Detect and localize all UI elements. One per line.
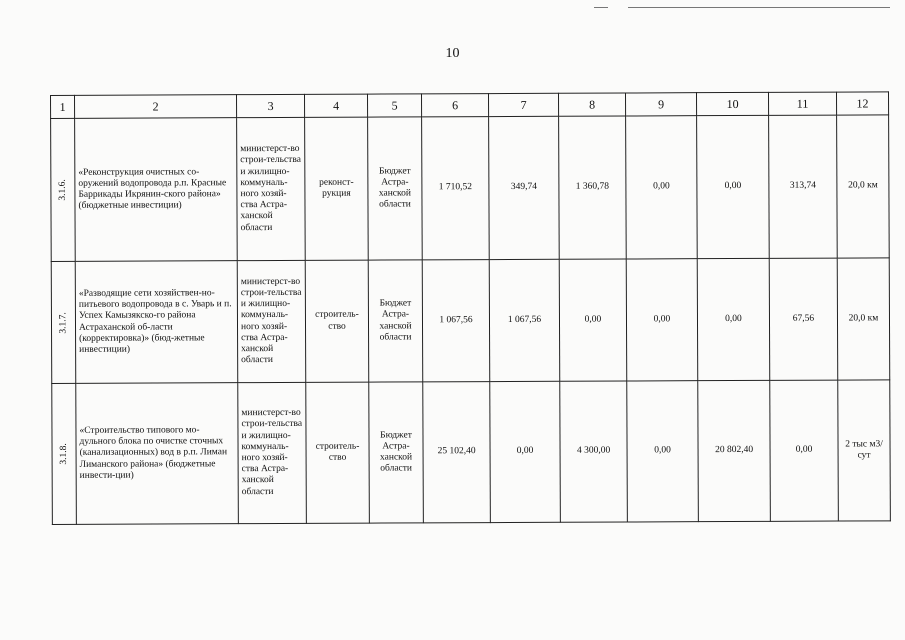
row-number-text: 3.1.6. <box>57 179 68 201</box>
column-header: 8 <box>558 93 625 116</box>
program-table <box>50 91 891 525</box>
value-col-6: 1 710,52 <box>422 117 490 260</box>
work-type: реконст-рукция <box>305 117 369 260</box>
work-type: строитель-ство <box>305 260 369 382</box>
responsible-executor: министерст-во строи-тельства и жилищно-коммуналь-ного хозяй-ства Астра-ханской области <box>237 260 306 382</box>
value-col-9: 0,00 <box>626 116 698 259</box>
column-header: 2 <box>75 95 237 119</box>
capacity: 20,0 км <box>837 258 890 380</box>
value-col-9: 0,00 <box>627 381 699 522</box>
value-col-6: 25 102,40 <box>423 382 491 523</box>
project-name: «Строительство типового мо-дульного блока по очистке сточных (канализационных) вод в р.п. Лиман Лиманского района» (бюджетные инвести-ции) <box>76 383 239 525</box>
funding-source: Бюджет Астра-ханской области <box>368 117 423 260</box>
value-col-10: 20 802,40 <box>698 380 771 521</box>
value-col-10: 0,00 <box>697 258 770 380</box>
table-row <box>51 258 890 384</box>
capacity: 20,0 км <box>837 115 890 258</box>
top-rule-long <box>628 7 890 8</box>
column-header: 9 <box>625 93 696 116</box>
value-col-7: 0,00 <box>490 381 561 522</box>
table-row <box>51 115 890 262</box>
column-header: 3 <box>237 94 305 117</box>
page-number: 10 <box>445 46 460 61</box>
project-name: «Реконструкция очистных со-оружений водопровода р.п. Красные Баррикады Икрянин-ского района» (бюджетные инвестиции) <box>75 118 238 262</box>
row-number-text: 3.1.7. <box>57 311 68 334</box>
value-col-7: 1 067,56 <box>489 259 560 381</box>
column-header: 6 <box>421 94 488 117</box>
column-header: 12 <box>836 92 888 115</box>
column-header: 5 <box>367 94 421 117</box>
funding-source: Бюджет Астра-ханской области <box>368 260 423 382</box>
capacity: 2 тыс м3/сут <box>838 380 891 521</box>
value-col-9: 0,00 <box>626 259 698 381</box>
column-header: 10 <box>696 92 768 115</box>
value-col-11: 67,56 <box>769 258 838 380</box>
row-number-text: 3.1.8. <box>58 443 69 465</box>
column-header: 1 <box>51 95 75 118</box>
value-col-8: 1 360,78 <box>559 116 627 259</box>
column-header: 4 <box>304 94 367 117</box>
value-col-7: 349,74 <box>489 116 560 259</box>
responsible-executor: министерст-во строи-тельства и жилищно-коммуналь-ного хозяй-ства Астра-ханской области <box>238 382 307 523</box>
top-rule-short <box>594 7 608 8</box>
project-name: «Разводящие сети хозяйствен-но-питьевого водопровода в с. Уварь и п. Успех Камызякско-го района Астраханской об-ласти (корректировка)» (бюд-жетные инвестиции) <box>75 261 238 384</box>
value-col-11: 313,74 <box>769 115 838 258</box>
responsible-executor: министерст-во строи-тельства и жилищно-коммуналь-ного хозяй-ства Астра-ханской области <box>237 117 306 260</box>
row-number <box>51 118 76 261</box>
value-col-11: 0,00 <box>770 380 839 521</box>
row-number <box>51 261 76 383</box>
funding-source: Бюджет Астра-ханской области <box>369 382 424 523</box>
value-col-8: 0,00 <box>559 259 627 381</box>
column-header: 11 <box>768 92 836 115</box>
table-row <box>52 380 891 525</box>
value-col-6: 1 067,56 <box>422 260 490 382</box>
column-header: 7 <box>488 93 558 116</box>
value-col-10: 0,00 <box>697 115 770 258</box>
work-type: строитель-ство <box>306 382 370 523</box>
value-col-8: 4 300,00 <box>560 381 628 522</box>
row-number <box>52 383 77 524</box>
